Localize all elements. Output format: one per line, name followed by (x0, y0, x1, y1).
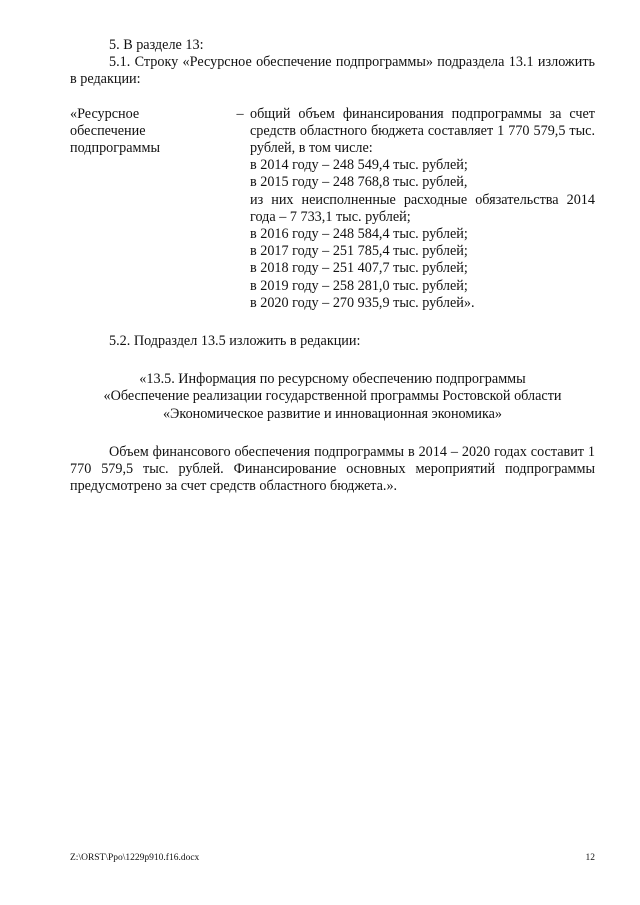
funding-2014: в 2014 году – 248 549,4 тыс. рублей; (250, 157, 468, 174)
funding-2019: в 2019 году – 258 281,0 тыс. рублей; (250, 277, 468, 294)
funding-2017: в 2017 году – 251 785,4 тыс. рублей; (250, 243, 468, 260)
resource-row-dash: – (236, 105, 244, 122)
page-footer (70, 852, 595, 864)
item-5-2-text: 5.2. Подраздел 13.5 изложить в редакции: (109, 333, 361, 350)
subsection-title-line-1: «13.5. Информация по ресурсному обеспечению подпрограммы (139, 371, 526, 388)
page-number: 12 (585, 853, 595, 863)
funding-2015: в 2015 году – 248 768,8 тыс. рублей, (250, 174, 468, 191)
final-paragraph: Объем финансового обеспечения подпрограммы в 2014 – 2020 годах составит 1 770 579,5 тыс. рублей. Финансирование основных мероприятий подпрограммы предусмотрено за счет средств областного бюджета.». (70, 443, 595, 495)
funding-2016: в 2016 году – 248 584,4 тыс. рублей; (250, 226, 468, 243)
item-5-1-text: 5.1. Строку «Ресурсное обеспечение подпрограммы» подраздела 13.1 изложить в редакции: (70, 54, 595, 88)
resource-label-line-1: «Ресурсное (70, 105, 140, 122)
resource-provision-row (70, 106, 595, 312)
subsection-title-line-2: «Обеспечение реализации государственной программы Ростовской области (103, 388, 562, 405)
footer-file-path: Z:\ORST\Ppo\1229p910.f16.docx (70, 853, 200, 863)
resource-label-line-3: подпрограммы (70, 140, 160, 157)
resource-intro: общий объем финансирования подпрограммы за счет средств областного бюджета составляет 1 770 579,5 тыс. рублей, в том числе: (250, 105, 595, 157)
subsection-13-5-title (70, 371, 595, 423)
section-5-heading: 5. В разделе 13: (109, 37, 204, 53)
funding-2018: в 2018 году – 251 407,7 тыс. рублей; (250, 260, 468, 277)
resource-row-content (250, 106, 595, 312)
unfulfilled-obligations: из них неисполненные расходные обязательства 2014 года – 7 733,1 тыс. рублей; (250, 191, 595, 225)
resource-row-label (70, 106, 230, 312)
resource-label-line-2: обеспечение (70, 122, 146, 139)
funding-2020: в 2020 году – 270 935,9 тыс. рублей». (250, 294, 475, 311)
subsection-title-line-3: «Экономическое развитие и инновационная экономика» (162, 405, 503, 422)
document-page (70, 37, 595, 495)
